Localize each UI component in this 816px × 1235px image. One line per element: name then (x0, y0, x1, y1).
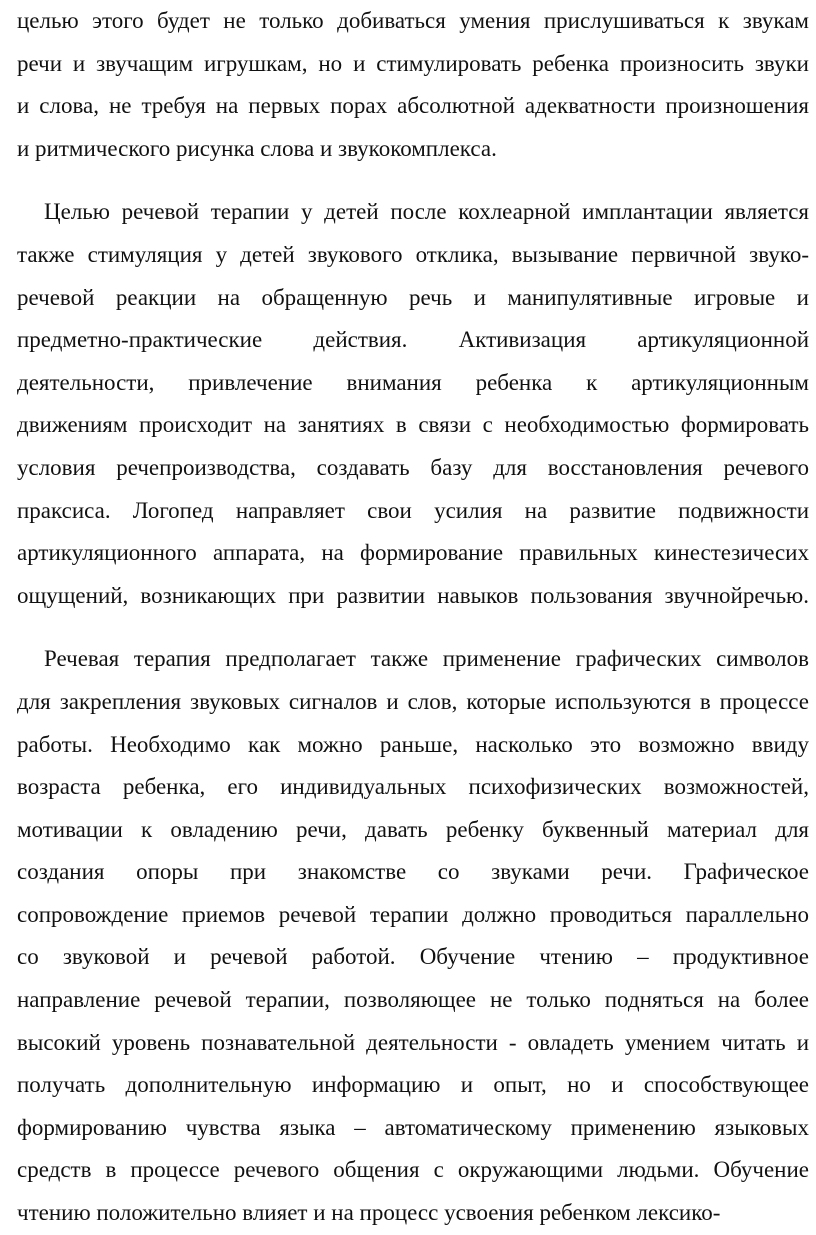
text-line: целью этого будет не только добиваться умения прислушиваться к звукам (17, 8, 809, 33)
text-line: условия речепроизводства, создавать базу для восстановления речевого (17, 454, 809, 480)
text-line: артикуляционного аппарата, на формирование правильных кинестезичесих (17, 540, 809, 566)
text-line: предметно-практические действия. Активизация артикуляционной (17, 327, 809, 353)
paragraph-2 (17, 191, 809, 617)
text-line: и слова, не требуя на первых порах абсолютной адекватности произношения (17, 93, 809, 119)
text-line: деятельности, привлечение внимания ребенка к артикуляционным (17, 369, 809, 395)
paragraph-gap (17, 170, 809, 191)
text-line: Целью речевой терапии у детей после кохлеарной имплантации является (44, 199, 809, 225)
text-line: речевой реакции на обращенную речь и манипулятивные игровые и (17, 284, 809, 310)
text-line: со звуковой и речевой работой. Обучение чтению – продуктивное (17, 944, 809, 970)
paragraph-1 (17, 0, 809, 170)
text-line: движениям происходит на занятиях в связи с необходимостью формировать (17, 412, 809, 438)
text-line: высокий уровень познавательной деятельности - овладеть умением читать и (17, 1029, 809, 1055)
text-line: работы. Необходимо как можно раньше, насколько это возможно ввиду (17, 731, 809, 757)
text-line: речи и звучащим игрушкам, но и стимулировать ребенка произносить звуки (17, 50, 809, 76)
text-line: мотивации к овладению речи, давать ребенку буквенный материал для (17, 816, 809, 842)
text-line: также стимуляция у детей звукового отклика, вызывание первичной звуко- (17, 241, 809, 267)
text-line: чтению положительно влияет и на процесс усвоения ребенком лексико- (17, 1200, 721, 1226)
text-line: средств в процессе речевого общения с окружающими людьми. Обучение (17, 1157, 809, 1183)
text-line: направление речевой терапии, позволяющее не только подняться на более (17, 987, 809, 1013)
text-line: возраста ребенка, его индивидуальных психофизических возможностей, (17, 774, 809, 800)
document-page (17, 0, 809, 1235)
text-line: праксиса. Логопед направляет свои усилия на развитие подвижности (17, 497, 809, 523)
paragraph-3 (17, 638, 809, 1234)
text-line: ощущений, возникающих при развитии навыков пользования звучнойречью. (17, 582, 809, 608)
text-line: получать дополнительную информацию и опыт, но и способствующее (17, 1072, 809, 1098)
text-line: сопровождение приемов речевой терапии должно проводиться параллельно (17, 901, 809, 927)
text-line: и ритмического рисунка слова и звукокомплекса. (17, 135, 497, 161)
text-line: Речевая терапия предполагает также применение графических символов (44, 646, 809, 672)
text-line: формированию чувства языка – автоматическому применению языковых (17, 1114, 809, 1140)
text-line: создания опоры при знакомстве со звуками речи. Графическое (17, 859, 809, 885)
paragraph-gap (17, 617, 809, 638)
text-line: для закрепления звуковых сигналов и слов, которые используются в процессе (17, 688, 809, 714)
